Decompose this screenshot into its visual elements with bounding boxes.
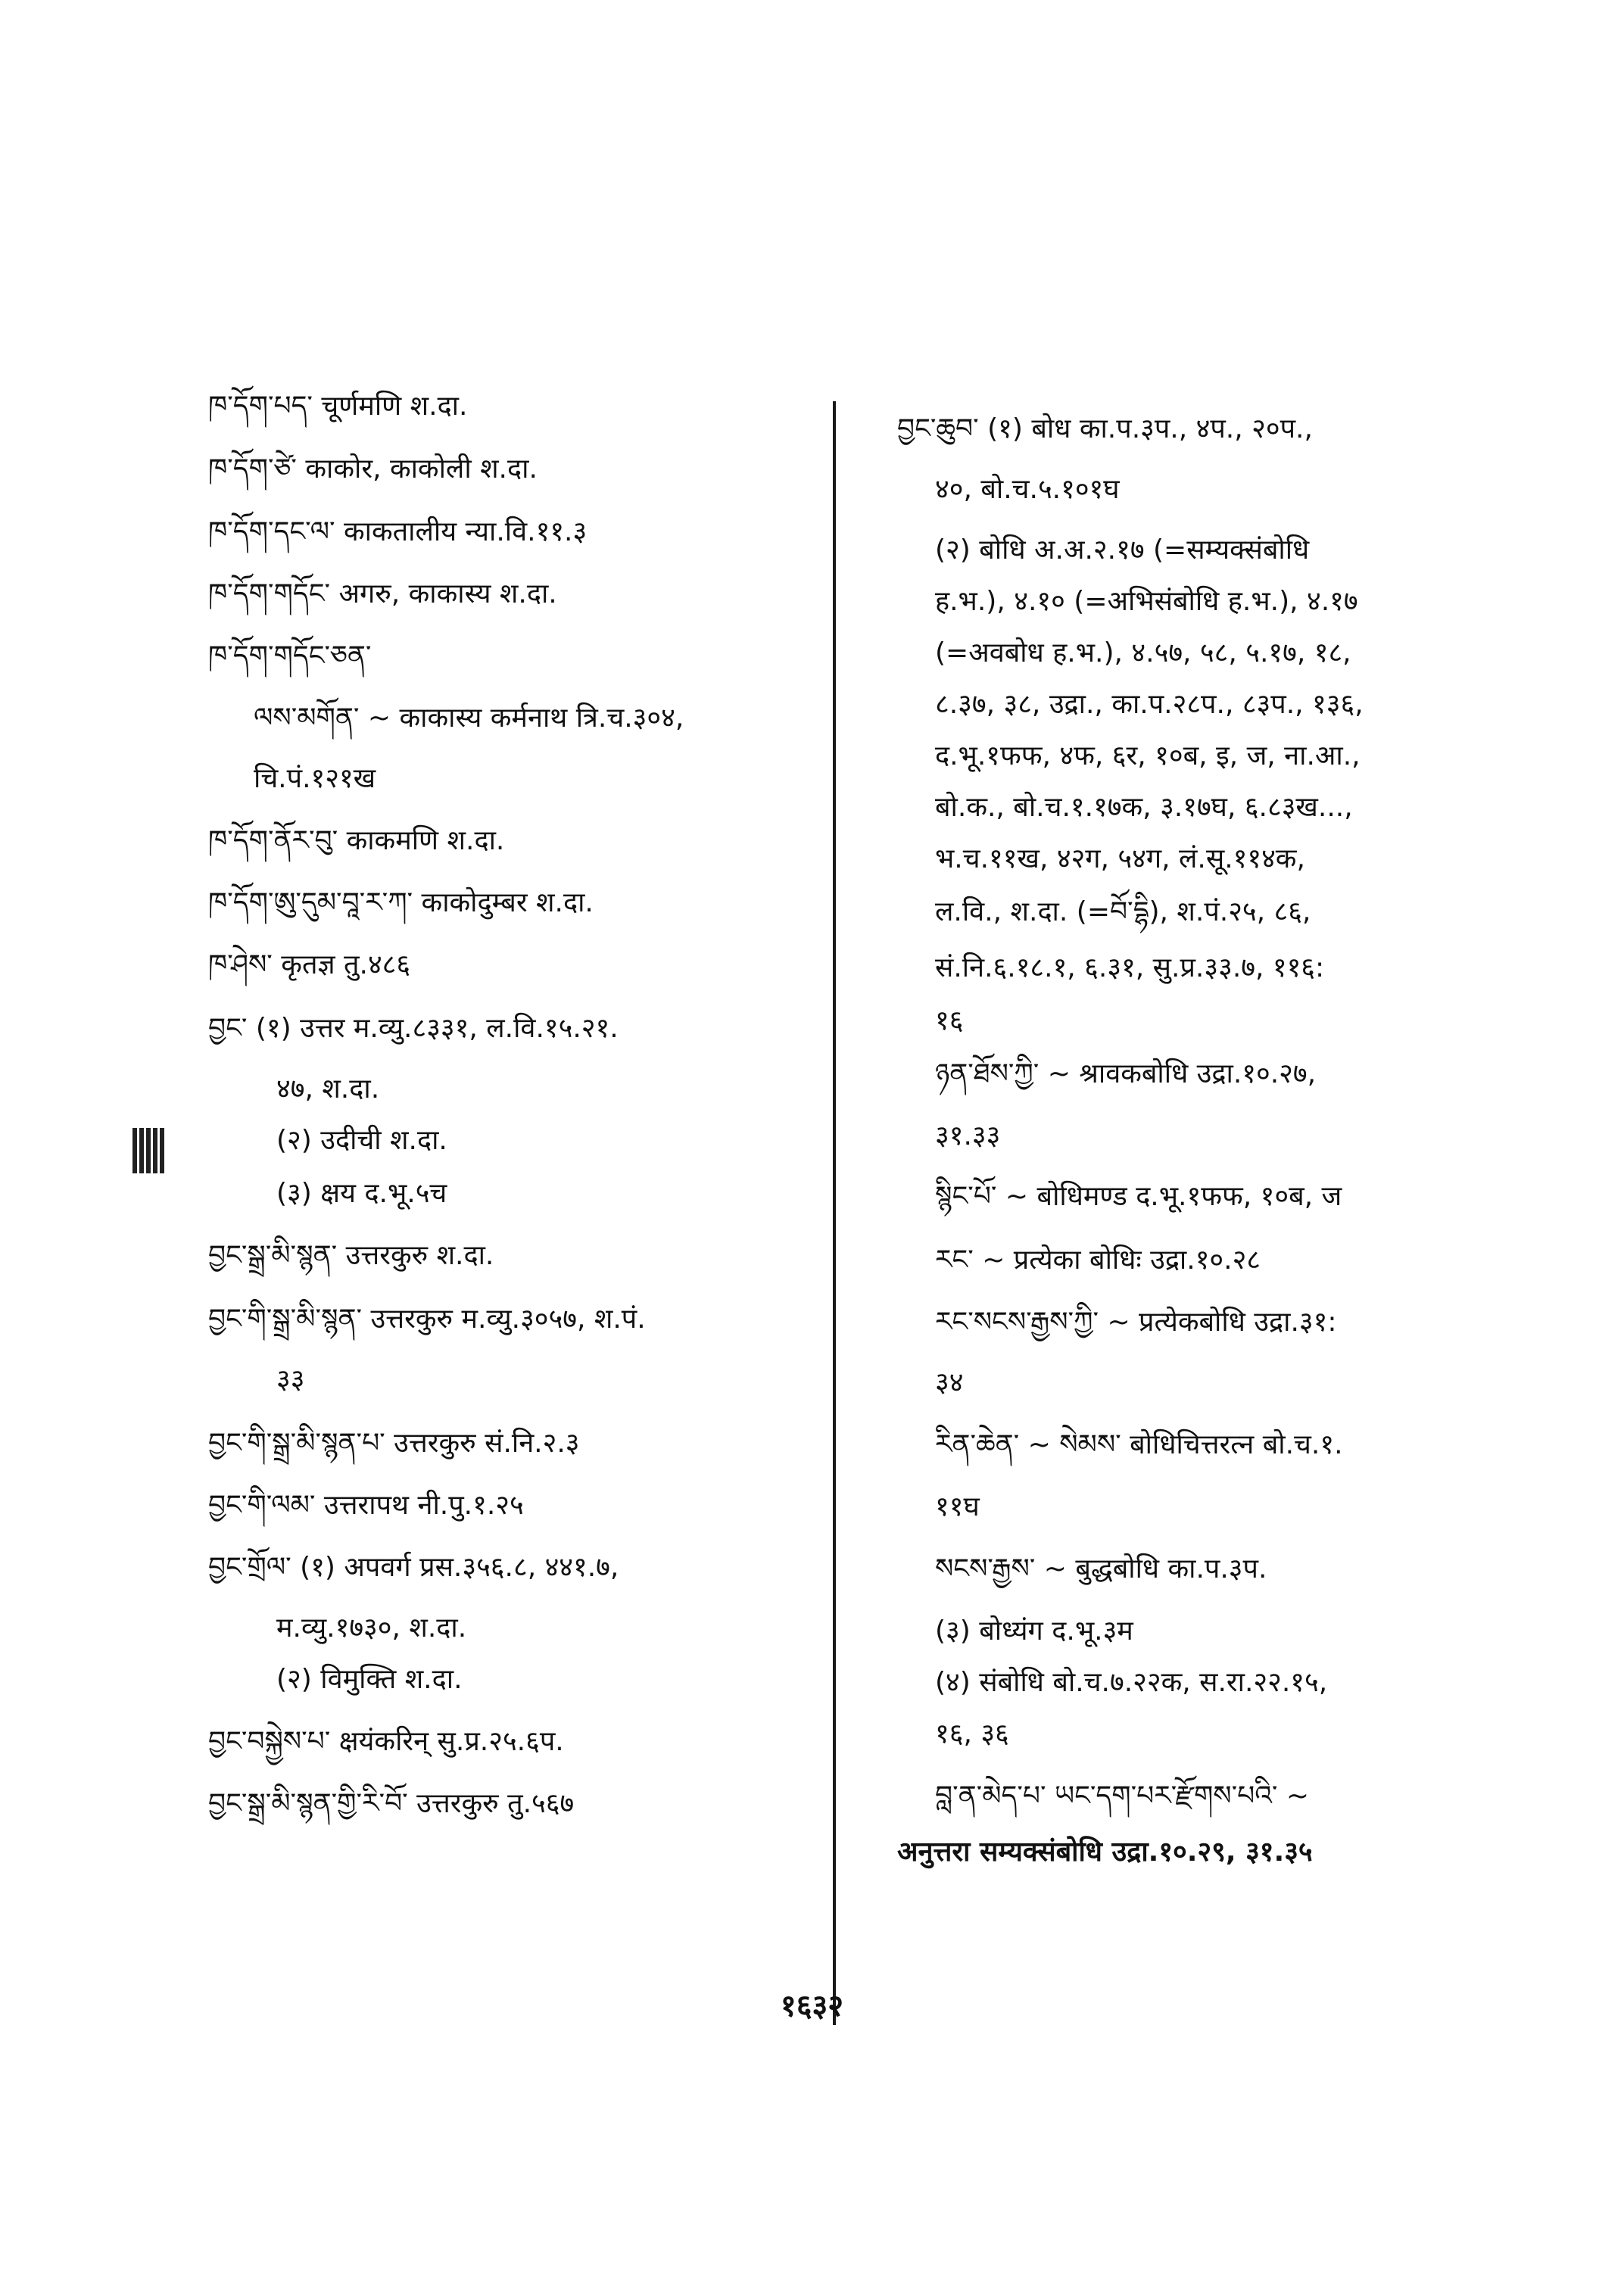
entry-line: ४०, बो.च.५.१०१घ — [935, 474, 1120, 505]
entry-line: རང་ ~ प्रत्येका बोधिः उद्रा.१०.२८ — [935, 1245, 1261, 1276]
entry-line: བླ་ན་མེད་པ་ ཡང་དག་པར་རྫོགས་པའི་ ~ — [935, 1781, 1310, 1812]
page-number: १६३२ — [780, 1989, 844, 2024]
entry-line: (३) बोध्यंग द.भू.३म — [935, 1615, 1133, 1647]
entry-line: སྙིང་པོ་ ~ बोधिमण्ड द.भू.१फफ, १०ब, ज — [935, 1181, 1342, 1212]
entry-line: བྱང་སྒྲ་མི་སྙན་ उत्तरकुरु श.दा. — [208, 1240, 494, 1271]
entry-line: ह.भ.), ४.१० (=अभिसंबोधि ह.भ.), ४.१७ — [935, 586, 1358, 617]
entry-line: ཉན་ཐོས་ཀྱི་ ~ श्रावकबोधि उद्रा.१०.२७, — [935, 1058, 1317, 1089]
entry-line: सं.नि.६.१८.१, ६.३१, सु.प्र.३३.७, ११६: — [935, 952, 1325, 983]
entry-line: སངས་རྒྱས་ ~ बुद्धबोधि का.प.३प. — [935, 1553, 1267, 1584]
entry-line: བྱང་གི་ལམ་ उत्तरापथ नी.पु.१.२५ — [208, 1490, 524, 1521]
entry-line: བྱང་ (१) उत्तर म.व्यु.८३३१, ल.वि.१५.२१. — [208, 1013, 619, 1044]
entry-line: ४७, श.दा. — [276, 1073, 380, 1104]
entry-line: བྱང་ཆུབ་ (१) बोध का.प.३प., ४प., २०प., — [897, 413, 1313, 444]
side-tab-mark — [132, 1128, 174, 1173]
entry-line: ལས་མགོན་ ~ काकास्य कर्मनाथ त्रि.च.३०४, — [254, 703, 684, 734]
entry-line: ८.३७, ३८, उद्रा., का.प.२८प., ८३प., १३६, — [935, 689, 1364, 720]
entry-line: རང་སངས་རྒྱས་ཀྱི་ ~ प्रत्येकबोधि उद्रा.३१: — [935, 1307, 1337, 1338]
entry-line: (३) क्षय द.भू.५च — [276, 1178, 447, 1209]
entry-line: ཁ་དོག་ནོར་བུ་ काकमणि श.दा. — [208, 825, 505, 856]
entry-line: རིན་ཆེན་ ~ སེམས་ बोधिचित्तरत्न बो.च.१. — [935, 1429, 1343, 1460]
entry-line: ཁ་དོག་པད་ चूर्णमणि श.दा. — [208, 391, 468, 422]
entry-line: ११घ — [935, 1491, 980, 1522]
entry-line: (४) संबोधि बो.च.७.२२क, स.रा.२२.१५, — [935, 1667, 1328, 1698]
entry-line: (२) बोधि अ.अ.२.१७ (=सम्यक्संबोधि — [935, 534, 1310, 565]
entry-line: བྱང་གྲོལ་ (१) अपवर्ग प्रस.३५६.८, ४४१.७, — [208, 1552, 619, 1583]
entry-line: བྱང་བསྐྱེས་པ་ क्षयंकरिन् सु.प्र.२५.६प. — [208, 1726, 564, 1757]
entry-line: अनुत्तरा सम्यक्संबोधि उद्रा.१०.२९, ३१.३५ — [897, 1837, 1313, 1868]
entry-line: १६ — [935, 1005, 964, 1036]
entry-line: म.व्यु.१७३०, श.दा. — [276, 1612, 467, 1643]
entry-line: བྱང་སྒྲ་མི་སྙན་གྱི་རི་བོ་ उत्तरकुरु तु.५६७ — [208, 1788, 575, 1819]
entry-line: ३४ — [935, 1367, 964, 1398]
entry-line: ल.वि., श.दा. (=བོ་དྷི), श.पं.२५, ८६, — [935, 896, 1311, 927]
entry-line: བྱང་གི་སྒྲ་མི་སྙན་པ་ उत्तरकुरु सं.नि.२.३ — [208, 1428, 580, 1459]
entry-line: ३१.३३ — [935, 1120, 1001, 1151]
entry-line: ཁ་དོག་ཨུ་དུམ་བཱ་ར་ཀ་ काकोदुम्बर श.दा. — [208, 887, 594, 918]
entry-line: (२) उदीची श.दा. — [276, 1125, 447, 1156]
entry-line: १६, ३६ — [935, 1718, 1009, 1749]
entry-line: བྱང་གི་སྒྲ་མི་སྙན་ उत्तरकुरु म.व्यु.३०५७, श.पं. — [208, 1304, 646, 1335]
entry-line: ཁ་དོག་དང་ལ་ काकतालीय न्या.वि.११.३ — [208, 516, 588, 547]
entry-line: ཁ་དོག་གདོང་ཅན་ — [208, 640, 372, 671]
entry-line: ཁ་དོག་གདོང་ अगरु, काकास्य श.दा. — [208, 578, 557, 609]
entry-line: बो.क., बो.च.१.१७क, ३.१७घ, ६.८३ख..., — [935, 792, 1353, 823]
entry-line: चि.पं.१२१ख — [254, 763, 376, 794]
entry-line: भ.च.११ख, ४२ग, ५४ग, लं.सू.११४क, — [935, 843, 1305, 874]
entry-line: ३३ — [276, 1364, 305, 1395]
entry-line: द.भू.१फफ, ४फ, ६र, १०ब, इ, ज, ना.आ., — [935, 740, 1361, 771]
entry-line: (२) विमुक्ति श.दा. — [276, 1664, 463, 1695]
entry-line: (=अवबोध ह.भ.), ४.५७, ५८, ५.१७, १८, — [935, 637, 1351, 668]
entry-line: ཁ་ཤེས་ कृतज्ञ तु.४८६ — [208, 949, 411, 980]
entry-line: ཁ་དོག་ཙེ་ काकोर, काकोली श.दा. — [208, 453, 538, 484]
column-divider — [833, 401, 836, 2025]
